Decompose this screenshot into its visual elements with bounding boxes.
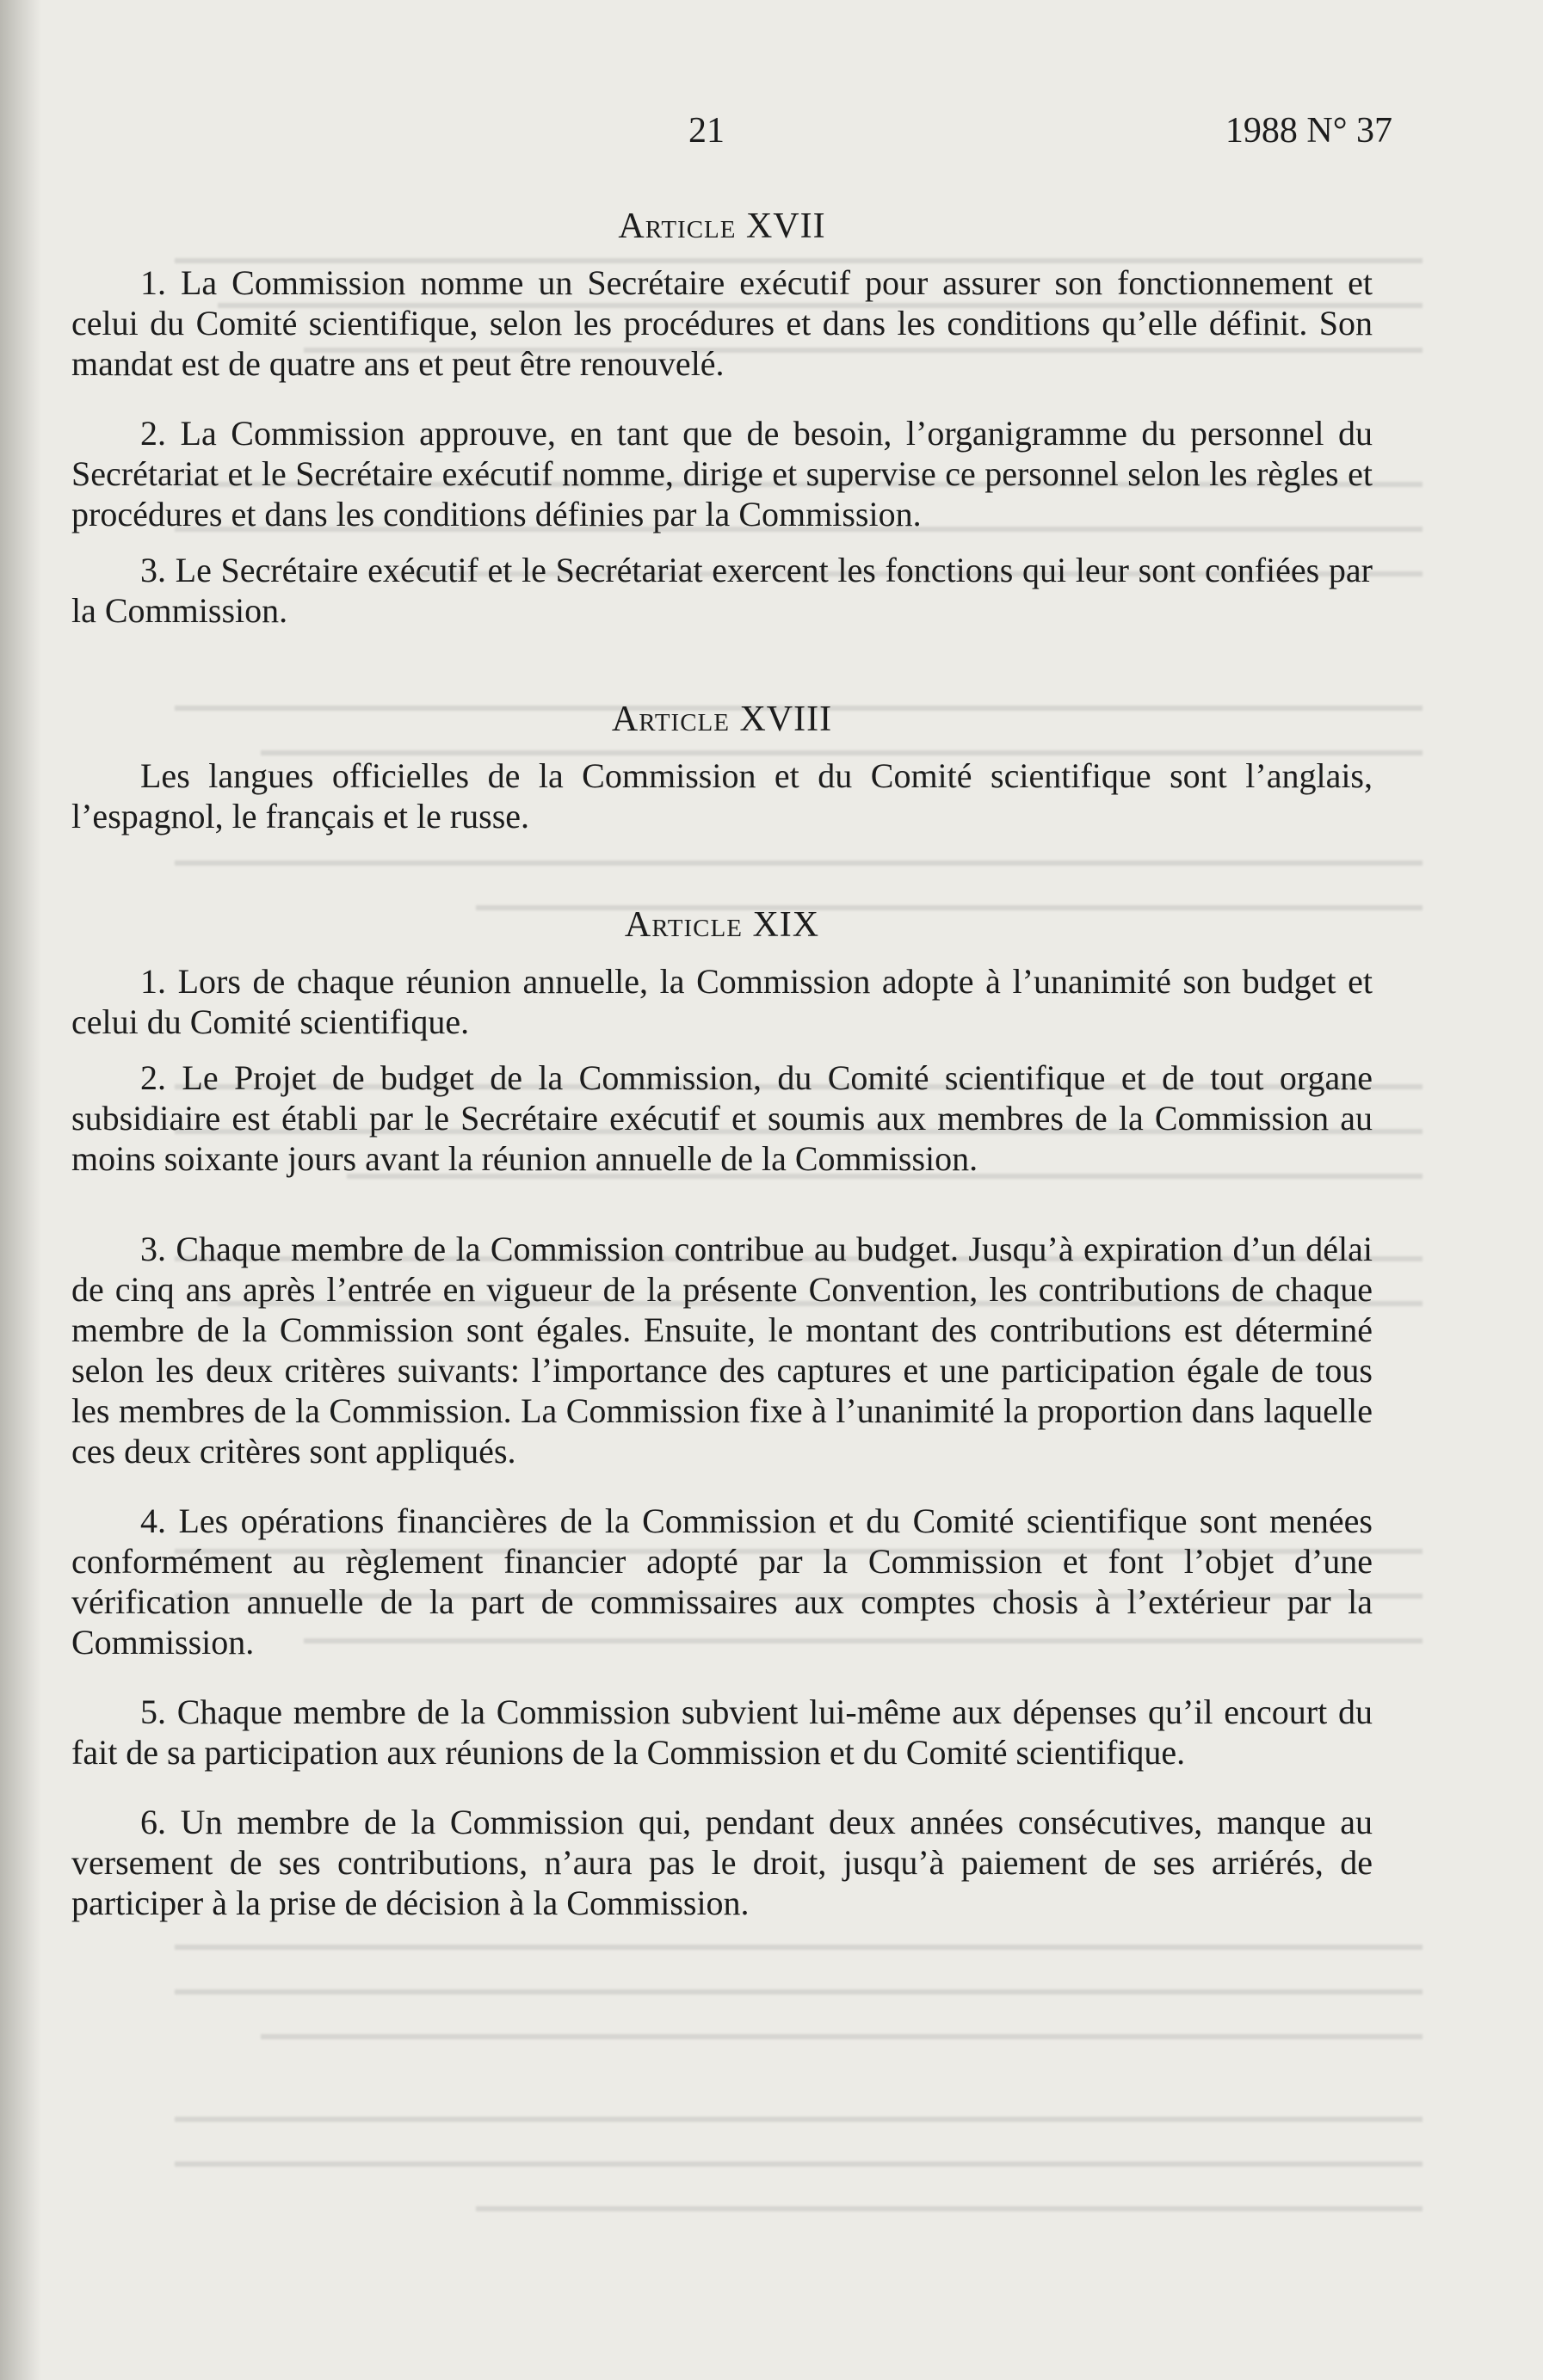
page-header — [0, 110, 1543, 162]
paragraph: 4. Les opérations financières de la Commission et du Comité scientifique sont menées conformément au règlement financier adopté par la Commission et font l’objet d’une vérification annuelle de la part de commissaires aux comptes chosis à l’extérieur par la Commission. — [71, 1501, 1373, 1662]
article-xix — [71, 905, 1373, 1923]
page-number: 21 — [688, 111, 725, 151]
paragraph: 3. Le Secrétaire exécutif et le Secrétariat exercent les fonctions qui leur sont confiées par la Commission. — [71, 551, 1373, 630]
paragraph: 6. Un membre de la Commission qui, pendant deux années consécutives, manque au versement de ses contributions, n’aura pas le droit, jusqu’à paiement de ses arriérés, de participer à la prise de décision à la Commission. — [71, 1803, 1373, 1922]
paragraph: 2. La Commission approuve, en tant que de besoin, l’organigramme du personnel du Secrétariat et le Secrétaire exécutif nomme, dirige et supervise ce personnel selon les règles et procédures et dans les conditions définies par la Commission. — [71, 414, 1373, 533]
paragraph: 1. La Commission nomme un Secrétaire exécutif pour assurer son fonctionnement et celui du Comité scientifique, selon les procédures et dans les conditions qu’elle définit. Son mandat est de quatre ans et peut être renouvelé. — [71, 263, 1373, 383]
document-reference: 1988 N° 37 — [1225, 111, 1392, 151]
article-title: Article XVIII — [611, 700, 833, 739]
paragraph: 5. Chaque membre de la Commission subvient lui-même aux dépenses qu’il encourt du fait de sa participation aux réunions de la Commission et du Comité scientifique. — [71, 1693, 1373, 1772]
paragraph: 2. Le Projet de budget de la Commission, du Comité scientifique et de tout organe subsidiaire est établi par le Secrétaire exécutif et soumis aux membres de la Commission au moins soixante jours avant la réunion annuelle de la Commission. — [71, 1058, 1373, 1178]
article-xviii — [71, 700, 1373, 836]
article-xvii — [71, 207, 1373, 631]
article-title: Article XVII — [618, 207, 826, 246]
paragraph: Les langues officielles de la Commission et du Comité scientifique sont l’anglais, l’espagnol, le français et le russe. — [71, 756, 1373, 835]
paragraph: 3. Chaque membre de la Commission contribue au budget. Jusqu’à expiration d’un délai de cinq ans après l’entrée en vigueur de la présente Convention, les contributions de chaque membre de la Commission sont égales. Ensuite, le montant des contributions est déterminé selon les deux critères suivants: l’importance des captures et une participation égale de tous les membres de la Commission. La Commission fixe à l’unanimité la proportion dans laquelle ces deux critères sont appliqués. — [71, 1230, 1373, 1471]
binding-shadow — [0, 0, 41, 2380]
article-title: Article XIX — [624, 905, 820, 945]
paragraph: 1. Lors de chaque réunion annuelle, la Commission adopte à l’unanimité son budget et celui du Comité scientifique. — [71, 962, 1373, 1041]
page-body — [71, 207, 1373, 1923]
